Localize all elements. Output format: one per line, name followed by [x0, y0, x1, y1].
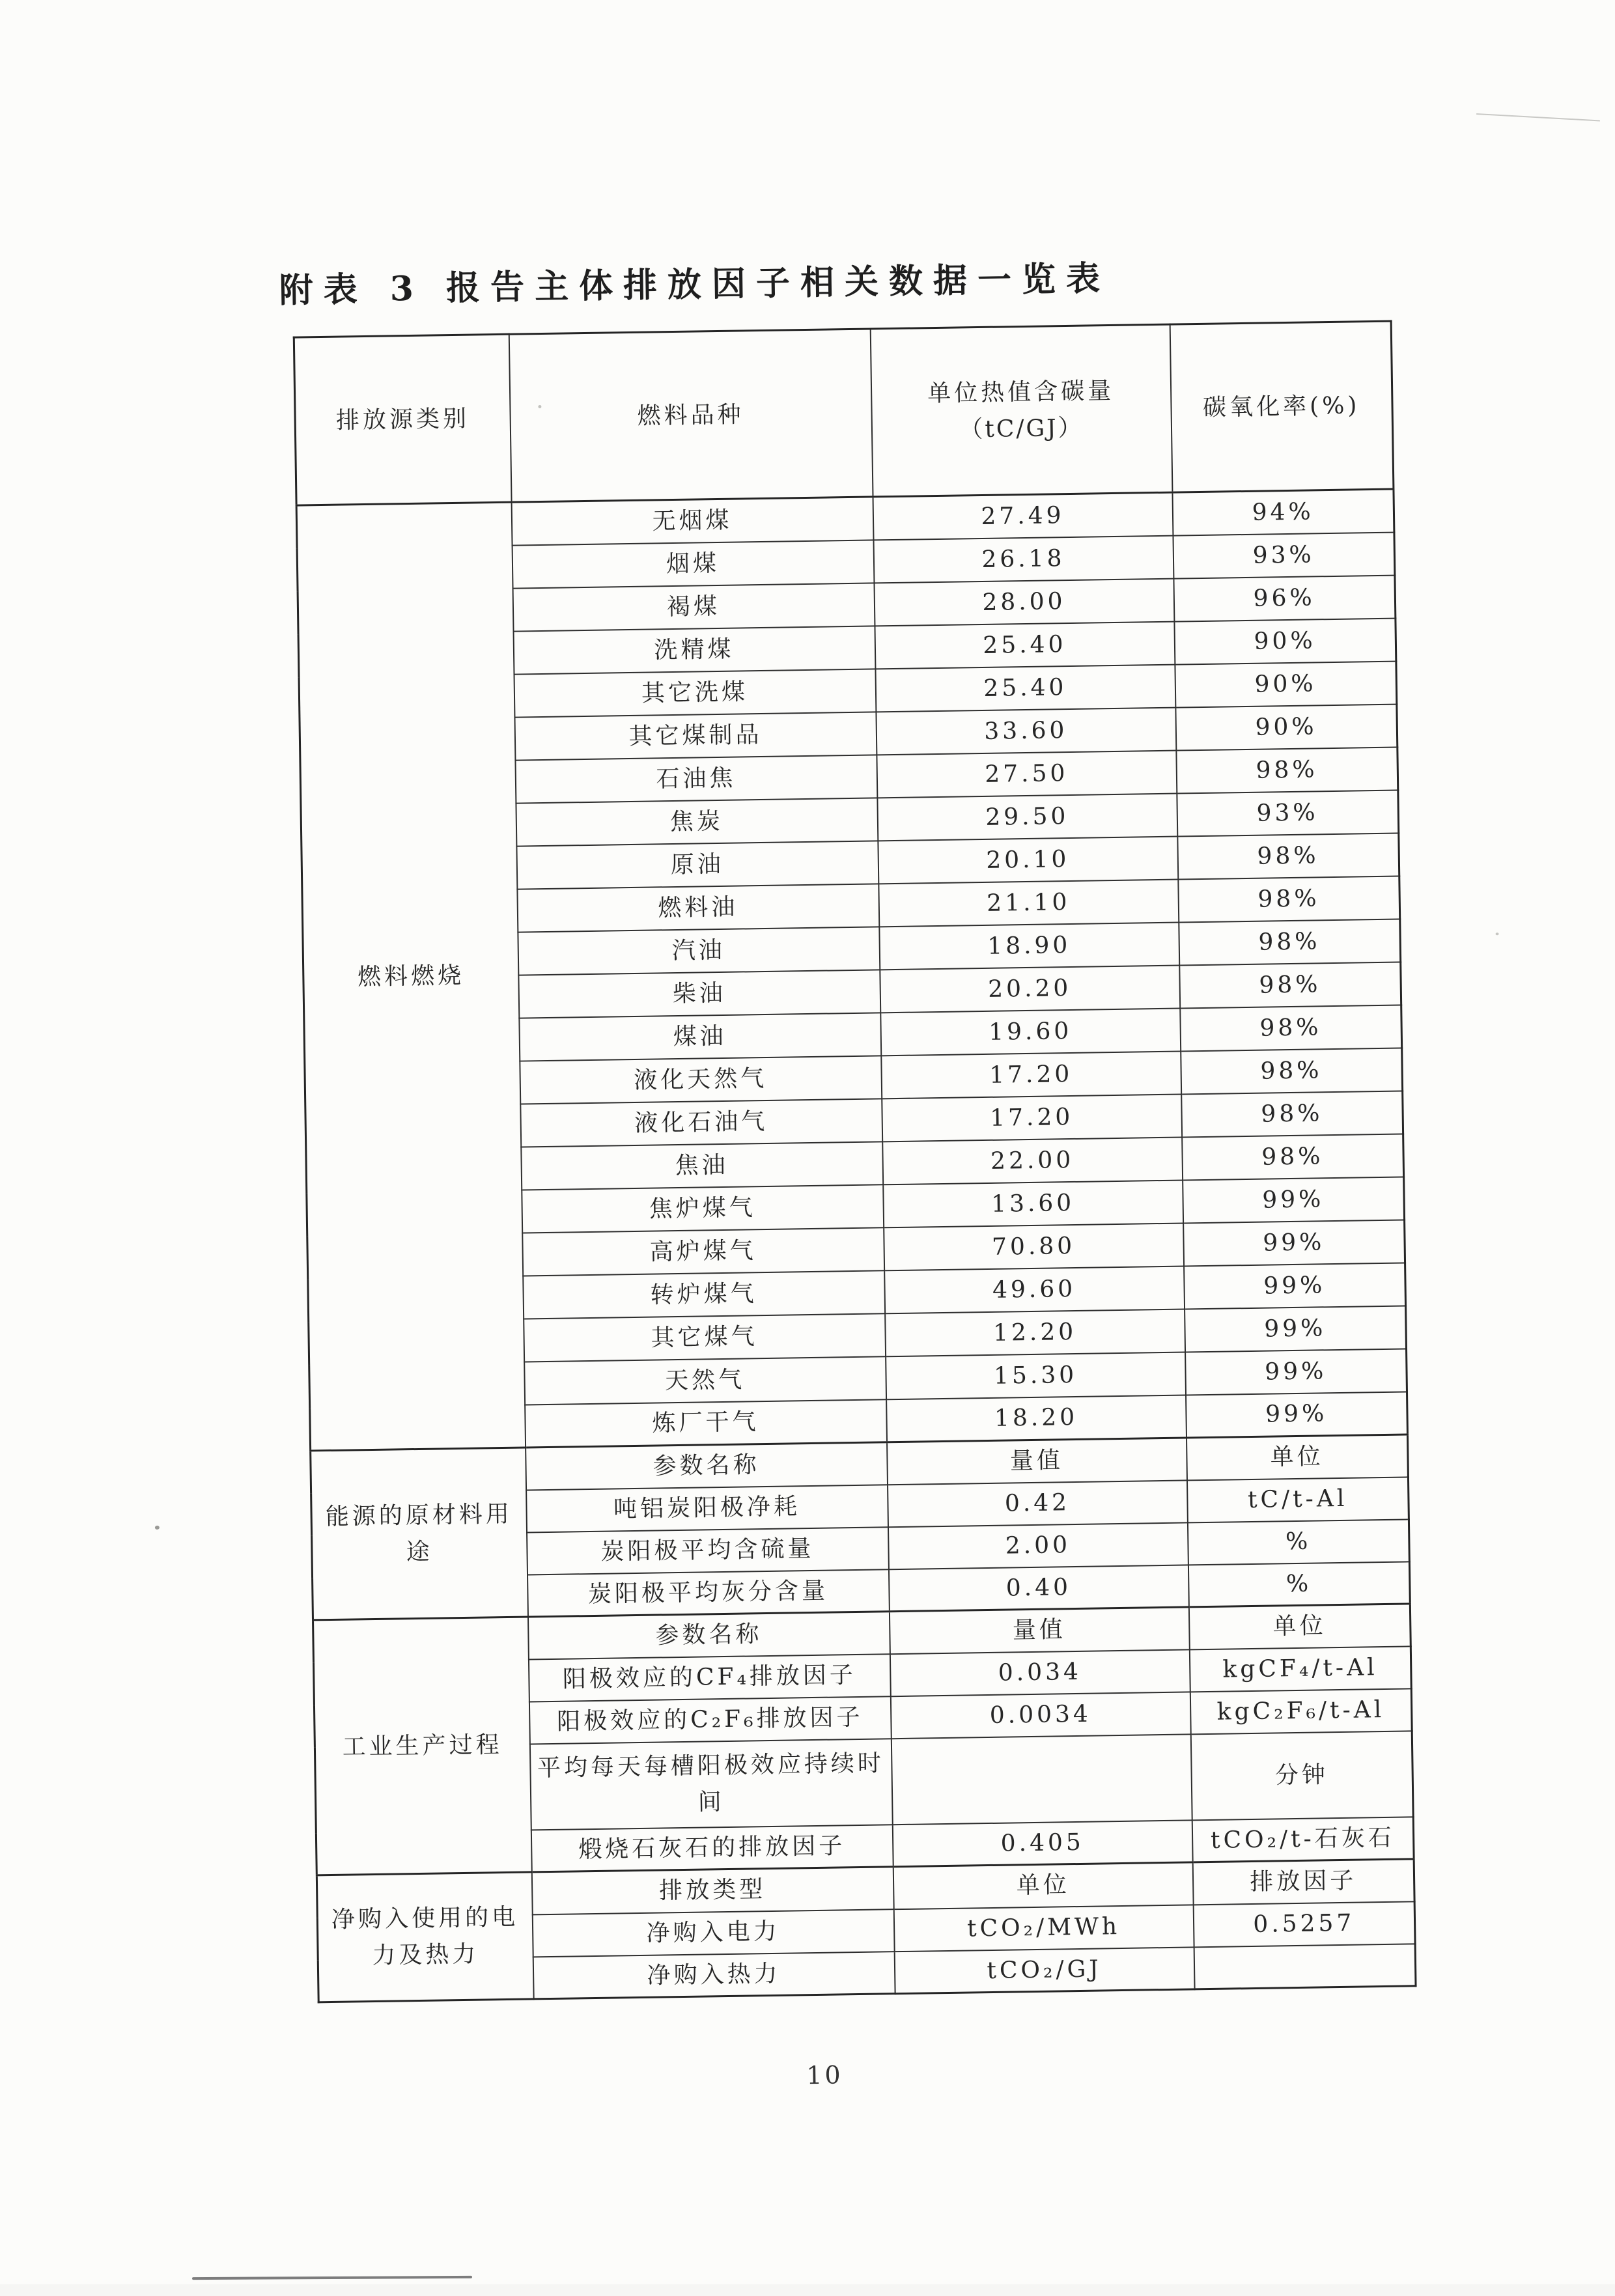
row-unit-cell: 排放因子 — [1192, 1859, 1414, 1905]
row-label-cell: 吨铝炭阳极净耗 — [526, 1485, 888, 1532]
row-label-cell: 焦油 — [521, 1141, 883, 1190]
header-carbon-content-line2: （tC/GJ） — [959, 414, 1084, 443]
row-label-cell: 汽油 — [518, 927, 880, 975]
table-body — [296, 489, 1416, 2002]
row-unit-cell: 90% — [1175, 661, 1397, 707]
row-value-cell: tCO₂/MWh — [893, 1905, 1194, 1952]
row-unit-cell: % — [1188, 1561, 1410, 1607]
row-label-cell: 柴油 — [518, 970, 880, 1018]
row-value-cell: 28.00 — [874, 578, 1174, 626]
row-label-cell: 炼厂干气 — [525, 1399, 887, 1448]
row-label-cell: 净购入电力 — [532, 1909, 894, 1957]
row-value-cell: 0.42 — [888, 1480, 1188, 1527]
row-unit-cell: tC/t-Al — [1187, 1477, 1409, 1522]
row-unit-cell: 93% — [1177, 790, 1399, 836]
row-label-cell: 参数名称 — [526, 1442, 888, 1490]
row-unit-cell: 99% — [1183, 1177, 1405, 1223]
row-value-cell: 20.10 — [878, 836, 1178, 884]
row-value-cell — [891, 1734, 1192, 1825]
row-label-cell: 转炉煤气 — [523, 1270, 885, 1319]
row-label-cell: 煤油 — [519, 1013, 881, 1061]
header-source-category: 排放源类别 — [294, 334, 511, 505]
row-label-cell: 高炉煤气 — [522, 1227, 884, 1276]
scan-artifact-speckle — [1496, 932, 1499, 935]
row-value-cell: 0.034 — [890, 1649, 1190, 1696]
row-label-cell: 褐煤 — [513, 583, 875, 631]
row-unit-cell: 0.5257 — [1193, 1901, 1415, 1947]
scan-artifact-streak — [1476, 113, 1600, 121]
row-unit-cell: 96% — [1173, 575, 1396, 621]
row-value-cell: 12.20 — [885, 1309, 1185, 1356]
row-unit-cell: 98% — [1177, 833, 1399, 879]
row-value-cell: 25.40 — [875, 664, 1175, 712]
row-unit-cell: 98% — [1182, 1134, 1404, 1180]
header-fuel-type: 燃料品种 — [509, 329, 873, 502]
row-value-cell: 21.10 — [878, 879, 1179, 927]
row-unit-cell — [1194, 1944, 1416, 1989]
row-label-cell: 洗精煤 — [513, 626, 875, 674]
row-label-cell: 平均每天每槽阳极效应持续时间 — [529, 1739, 892, 1830]
table-header — [294, 321, 1394, 505]
row-value-cell: 19.60 — [880, 1008, 1181, 1056]
header-carbon-content-line1: 单位热值含碳量 — [927, 377, 1115, 407]
row-label-cell: 其它洗煤 — [514, 669, 876, 717]
row-label-cell: 液化天然气 — [520, 1056, 882, 1104]
emission-factor-table — [293, 320, 1417, 2004]
row-value-cell: 13.60 — [883, 1180, 1183, 1227]
row-value-cell: 0.40 — [888, 1565, 1188, 1612]
row-value-cell: 49.60 — [884, 1266, 1185, 1313]
row-label-cell: 燃料油 — [517, 884, 879, 932]
row-unit-cell: 99% — [1185, 1306, 1407, 1352]
row-label-cell: 炭阳极平均灰分含量 — [527, 1569, 890, 1617]
row-value-cell: 量值 — [887, 1438, 1187, 1485]
row-value-cell: 25.40 — [875, 621, 1175, 669]
row-unit-cell: 99% — [1186, 1392, 1408, 1438]
row-unit-cell: kgCF₄/t-Al — [1189, 1646, 1411, 1692]
row-unit-cell: 94% — [1172, 489, 1394, 535]
row-label-cell: 阳极效应的C₂F₆排放因子 — [529, 1696, 891, 1744]
row-label-cell: 排放类型 — [531, 1867, 893, 1914]
row-value-cell: 单位 — [893, 1862, 1193, 1909]
row-label-cell: 焦炭 — [516, 798, 878, 846]
row-label-cell: 焦炉煤气 — [522, 1184, 884, 1233]
row-unit-cell: tCO₂/t-石灰石 — [1192, 1817, 1414, 1862]
row-value-cell: 27.49 — [873, 492, 1173, 540]
row-unit-cell: 98% — [1179, 962, 1401, 1008]
row-label-cell: 参数名称 — [527, 1612, 890, 1659]
row-label-cell: 煅烧石灰石的排放因子 — [531, 1825, 893, 1872]
row-value-cell: tCO₂/GJ — [894, 1947, 1194, 1994]
row-label-cell: 烟煤 — [512, 540, 874, 588]
row-unit-cell: 分钟 — [1190, 1731, 1413, 1820]
row-unit-cell: 单位 — [1187, 1435, 1409, 1480]
row-value-cell: 26.18 — [873, 535, 1173, 583]
header-row — [294, 321, 1394, 505]
row-unit-cell: 98% — [1178, 876, 1400, 922]
row-unit-cell: % — [1187, 1519, 1409, 1565]
page-number: 10 — [806, 2060, 843, 2090]
row-value-cell: 20.20 — [880, 965, 1180, 1013]
row-unit-cell: kgC₂F₆/t-Al — [1190, 1688, 1412, 1734]
row-unit-cell: 98% — [1181, 1091, 1403, 1137]
row-unit-cell: 单位 — [1188, 1604, 1411, 1649]
row-unit-cell: 93% — [1173, 532, 1395, 578]
row-label-cell: 炭阳极平均含硫量 — [527, 1527, 889, 1575]
row-label-cell: 液化石油气 — [520, 1099, 882, 1147]
header-carbon-content — [870, 324, 1172, 497]
row-unit-cell: 99% — [1185, 1349, 1407, 1395]
row-value-cell: 0.405 — [892, 1820, 1192, 1867]
row-value-cell: 18.20 — [886, 1395, 1187, 1442]
row-unit-cell: 98% — [1181, 1048, 1403, 1094]
header-oxidation-rate: 碳氧化率(%) — [1170, 321, 1394, 492]
row-unit-cell: 99% — [1184, 1263, 1406, 1309]
row-unit-cell: 99% — [1183, 1220, 1405, 1266]
row-value-cell: 33.60 — [876, 707, 1176, 755]
row-label-cell: 其它煤气 — [524, 1313, 886, 1362]
row-value-cell: 0.0034 — [890, 1692, 1190, 1739]
row-label-cell: 原油 — [516, 841, 878, 889]
row-value-cell: 27.50 — [877, 750, 1177, 798]
row-value-cell: 量值 — [889, 1607, 1189, 1654]
row-value-cell: 17.20 — [882, 1094, 1182, 1141]
row-value-cell: 18.90 — [879, 922, 1179, 970]
category-cell: 工业生产过程 — [313, 1617, 532, 1875]
row-unit-cell: 98% — [1179, 919, 1401, 965]
row-unit-cell: 90% — [1174, 618, 1396, 664]
row-value-cell: 70.80 — [884, 1223, 1184, 1270]
row-unit-cell: 98% — [1180, 1005, 1402, 1051]
row-label-cell: 无烟煤 — [511, 497, 873, 545]
row-value-cell: 17.20 — [881, 1051, 1181, 1099]
table-title: 附表 3 报告主体排放因子相关数据一览表 — [279, 258, 1111, 311]
category-cell: 燃料燃烧 — [296, 502, 526, 1451]
scan-artifact-speckle — [155, 1526, 160, 1530]
row-value-cell: 29.50 — [877, 793, 1177, 841]
row-label-cell: 其它煤制品 — [514, 712, 877, 760]
category-cell: 能源的原材料用途 — [311, 1448, 528, 1620]
row-label-cell: 天然气 — [524, 1356, 886, 1405]
row-label-cell: 阳极效应的CF₄排放因子 — [528, 1654, 890, 1701]
row-value-cell: 22.00 — [882, 1137, 1183, 1184]
row-unit-cell: 98% — [1176, 747, 1398, 793]
row-value-cell: 2.00 — [888, 1522, 1188, 1569]
category-cell: 净购入使用的电力及热力 — [316, 1872, 533, 2002]
row-label-cell: 净购入热力 — [533, 1952, 895, 1999]
row-unit-cell: 90% — [1175, 704, 1397, 750]
row-value-cell: 15.30 — [886, 1352, 1186, 1399]
row-label-cell: 石油焦 — [515, 755, 877, 803]
